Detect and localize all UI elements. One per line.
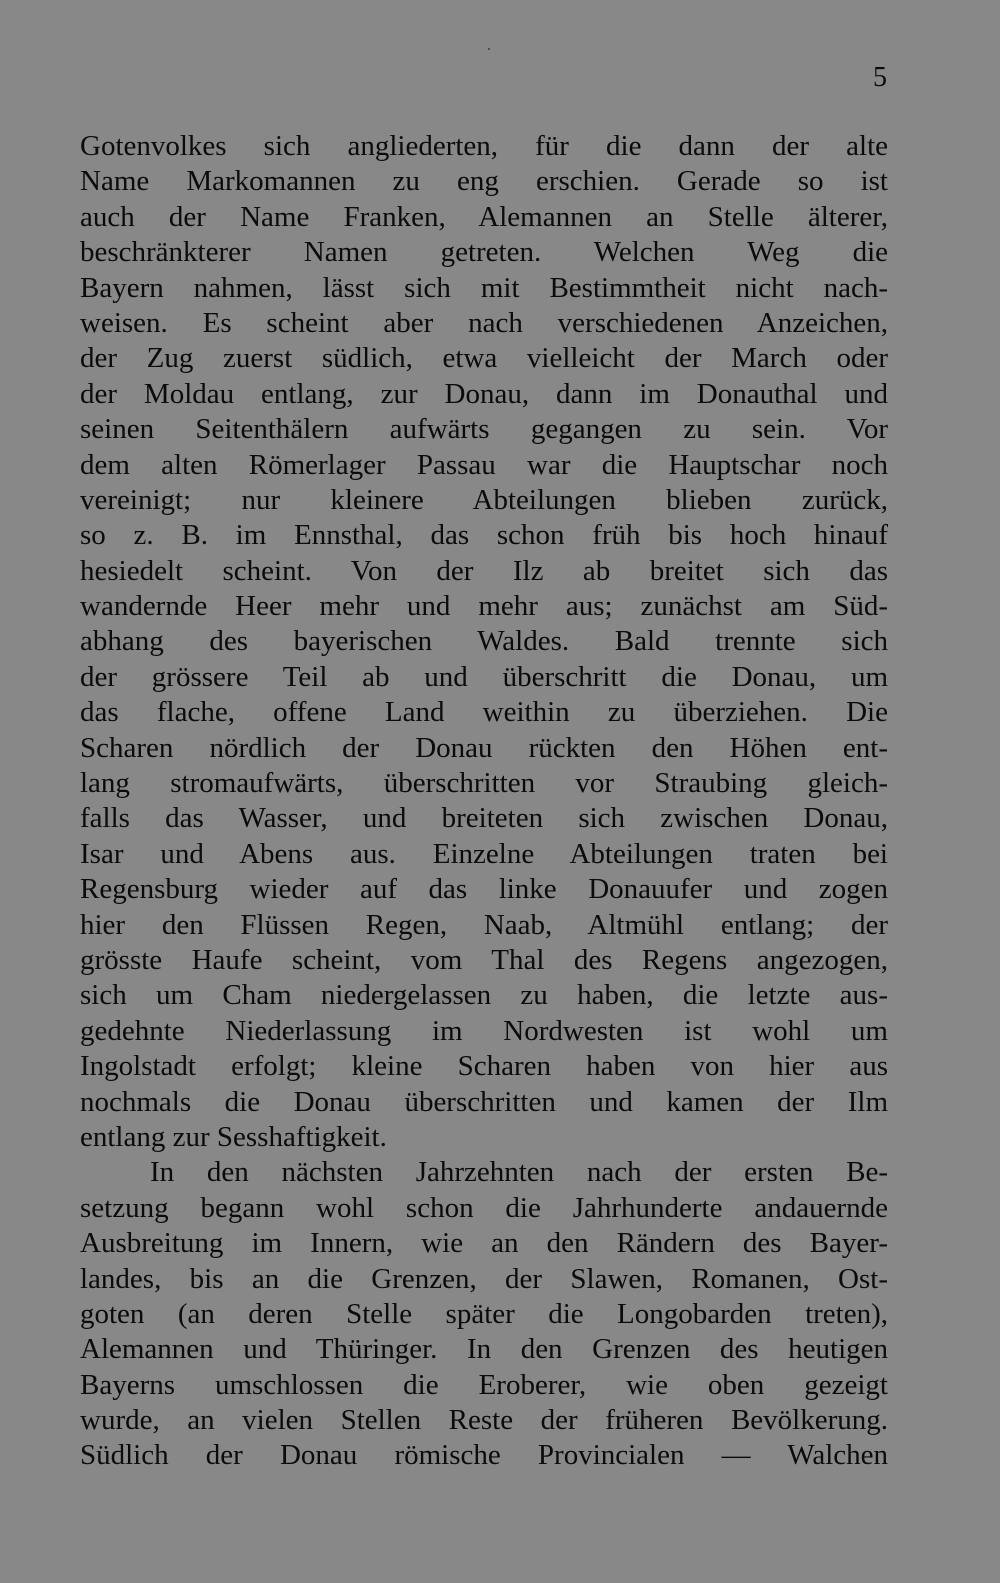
text-line: falls das Wasser, und breiteten sich zwischen Donau, (80, 802, 888, 835)
text-line: der Moldau entlang, zur Donau, dann im Donauthal und (80, 377, 888, 410)
text-line: In den nächsten Jahrzehnten nach der ersten Be- (150, 1156, 888, 1189)
text-line: lang stromaufwärts, überschritten vor Straubing gleich- (80, 767, 888, 800)
text-line: Isar und Abens aus. Einzelne Abteilungen traten bei (80, 837, 888, 870)
text-line: vereinigt; nur kleinere Abteilungen blieben zurück, (80, 483, 888, 516)
text-line: hesiedelt scheint. Von der Ilz ab breitet sich das (80, 554, 888, 587)
text-line: dem alten Römerlager Passau war die Hauptschar noch (80, 448, 888, 481)
text-line: beschränkterer Namen getreten. Welchen Weg die (80, 236, 888, 269)
text-line: Ingolstadt erfolgt; kleine Scharen haben von hier aus (80, 1050, 888, 1083)
text-line: Bayern nahmen, lässt sich mit Bestimmtheit nicht nach- (80, 271, 888, 304)
text-line: wandernde Heer mehr und mehr aus; zunächst am Süd- (80, 590, 888, 623)
text-line: wurde, an vielen Stellen Reste der früheren Bevölkerung. (80, 1404, 888, 1437)
text-line: das flache, offene Land weithin zu überziehen. Die (80, 696, 888, 729)
text-line: Gotenvolkes sich angliederten, für die dann der alte (80, 130, 888, 162)
text-line: Bayerns umschlossen die Eroberer, wie oben gezeigt (80, 1368, 888, 1401)
text-line: der grössere Teil ab und überschritt die Donau, um (80, 660, 888, 693)
text-line: auch der Name Franken, Alemannen an Stelle älterer, (80, 200, 888, 233)
text-line: so z. B. im Ennsthal, das schon früh bis hoch hinauf (80, 519, 888, 552)
text-line: Südlich der Donau römische Provincialen — Walchen (80, 1439, 888, 1472)
scan-speck (488, 48, 490, 50)
text-line: setzung begann wohl schon die Jahrhunderte andauernde (80, 1191, 888, 1224)
text-line: weisen. Es scheint aber nach verschiedenen Anzeichen, (80, 306, 888, 339)
text-line: Scharen nördlich der Donau rückten den Höhen ent- (80, 731, 888, 764)
page-number: 5 (873, 62, 887, 93)
text-line: hier den Flüssen Regen, Naab, Altmühl entlang; der (80, 908, 888, 941)
text-line: nochmals die Donau überschritten und kamen der Ilm (80, 1085, 888, 1118)
text-line: entlang zur Sesshaftigkeit. (80, 1120, 387, 1153)
body-text (80, 129, 888, 1474)
text-line: Regensburg wieder auf das linke Donauufer und zogen (80, 873, 888, 906)
text-line: abhang des bayerischen Waldes. Bald trennte sich (80, 625, 888, 658)
text-line: Alemannen und Thüringer. In den Grenzen des heutigen (80, 1333, 888, 1366)
text-line: Name Markomannen zu eng erschien. Gerade so ist (80, 165, 888, 198)
text-line: gedehnte Niederlassung im Nordwesten ist wohl um (80, 1014, 888, 1047)
text-line: seinen Seitenthälern aufwärts gegangen zu sein. Vor (80, 413, 888, 446)
text-line: landes, bis an die Grenzen, der Slawen, Romanen, Ost- (80, 1262, 888, 1295)
text-line: sich um Cham niedergelassen zu haben, die letzte aus- (80, 979, 888, 1012)
text-line: Ausbreitung im Innern, wie an den Rändern des Bayer- (80, 1227, 888, 1260)
text-line: goten (an deren Stelle später die Longobarden treten), (80, 1297, 888, 1330)
text-line: der Zug zuerst südlich, etwa vielleicht der March oder (80, 342, 888, 375)
text-line: grösste Haufe scheint, vom Thal des Regens angezogen, (80, 943, 888, 976)
